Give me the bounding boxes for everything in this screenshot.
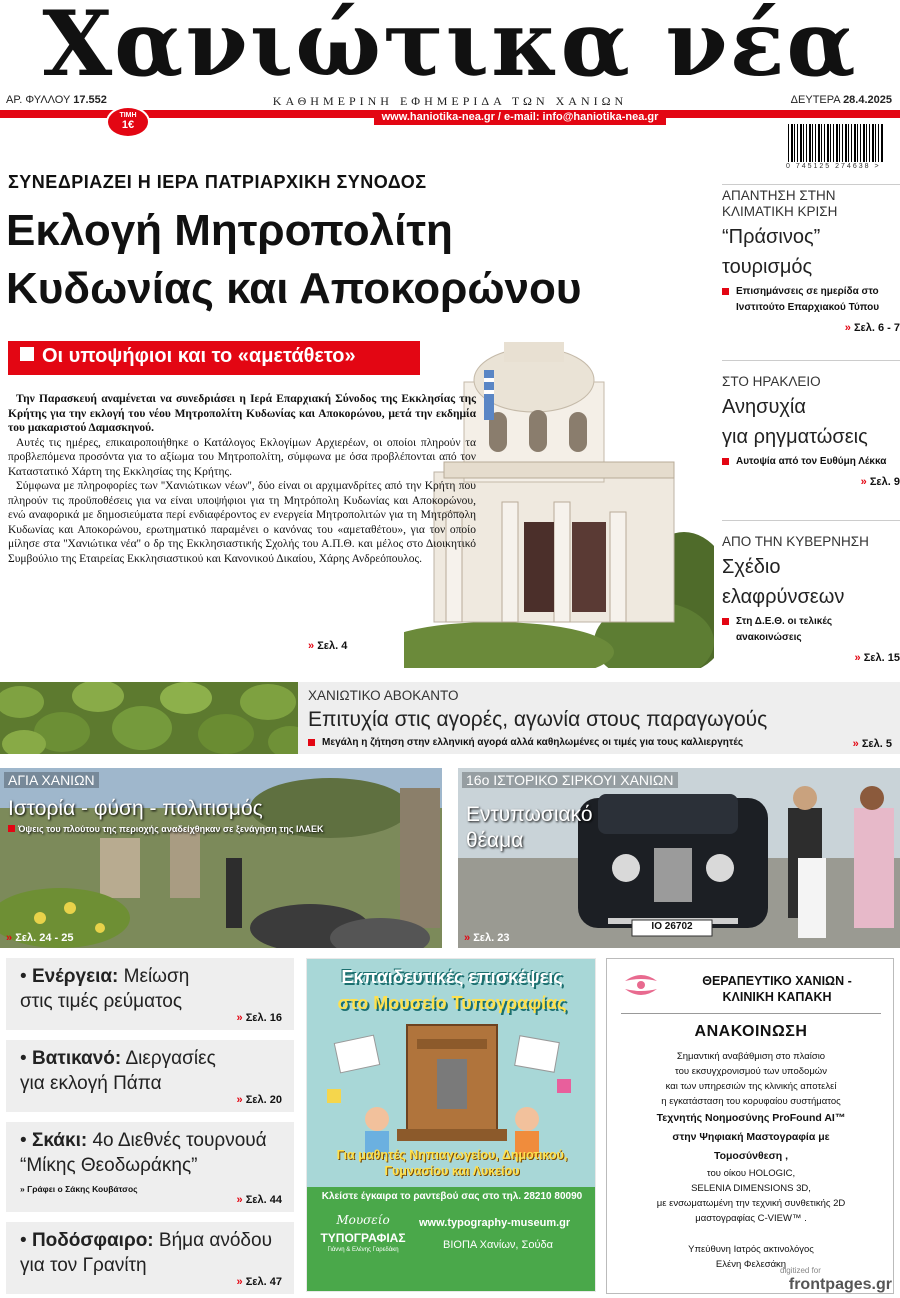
sidebar-page-ref[interactable] xyxy=(722,476,900,488)
double-chevron-icon: » xyxy=(852,738,859,750)
price-badge xyxy=(106,106,150,138)
sidebar-title-line-1: Ανησυχία xyxy=(722,396,806,418)
museum-ad[interactable] xyxy=(306,958,596,1292)
tagline: ΚΑΘΗΜΕΡΙΝΗ ΕΦΗΜΕΡΙΔΑ ΤΩΝ ΧΑΝΙΩΝ xyxy=(272,94,628,108)
avocado-page-ref[interactable] xyxy=(853,738,892,750)
lead-kicker: ΣΥΝΕΔΡΙΑΖΕΙ Η ΙΕΡΑ ΠΑΤΡΙΑΡΧΙΚΗ ΣΥΝΟΔΟΣ xyxy=(8,172,427,192)
sidebar-divider xyxy=(722,520,900,521)
agia-photo xyxy=(0,768,442,948)
sidebar-story-3[interactable] xyxy=(722,534,900,664)
circuit-page-ref-text: Σελ. 23 xyxy=(473,932,510,944)
avocado-note: Μεγάλη η ζήτηση στην ελληνική αγορά αλλά καθηλωμένες οι τιμές για τους καλλιεργητές xyxy=(308,737,743,748)
clinic-name xyxy=(667,973,887,1005)
newspaper-logo[interactable]: Χανιώτικα νέα xyxy=(42,0,858,97)
sidebar-title-line-1: Σχέδιο xyxy=(722,556,781,578)
museum-call: Κλείστε έγκαιρα το ραντεβού σας στο τηλ. 28210 80090 xyxy=(321,1191,583,1202)
clinic-line: η εγκατάσταση του κορυφαίου συστήματος xyxy=(661,1096,841,1107)
brief-page-ref[interactable] xyxy=(237,1276,282,1288)
date: 28.4.2025 xyxy=(843,94,892,106)
avocado-story[interactable] xyxy=(298,682,900,754)
price-value: 1€ xyxy=(121,119,135,131)
sidebar-title xyxy=(722,222,900,282)
brief-line-1: Διεργασίες xyxy=(121,1048,216,1069)
avocado-title: Επιτυχία στις αγορές, αγωνία στους παραγωγούς xyxy=(308,708,768,731)
double-chevron-icon: » xyxy=(464,932,471,944)
sidebar-divider xyxy=(722,184,900,185)
sidebar-divider xyxy=(722,360,900,361)
sidebar-title xyxy=(722,392,900,452)
brief-line-1: Βήμα ανόδου xyxy=(153,1230,272,1251)
circuit-page-ref[interactable] xyxy=(464,932,509,944)
lead-paragraph-2: Αυτές τις ημέρες, επικαιροποιήθηκε ο Κατάλογος Εκλογίμων Αρχιερέων, οι οποίοι πληρούν τα προβλεπόμενα προσόντα για το αξίωμα του Μητροπολίτη, σύμφωνα με όσα προβλέπονται από τον Καταστατικό Χάρτη της Εκκλησίας της Κρήτης. xyxy=(8,436,476,478)
avocado-page-ref-text: Σελ. 5 xyxy=(861,738,892,750)
watermark-caption: digitized for xyxy=(780,1266,821,1275)
brief-line-1: 4ο Διεθνές τουρνουά xyxy=(87,1130,267,1151)
museum-address: ΒΙΟΠΑ Χανίων, Σούδα xyxy=(443,1239,553,1251)
sidebar-note: Επισημάνσεις σε ημερίδα στο Ινστιτούτο Επαρχιακού Τύπου xyxy=(722,284,900,316)
day: ΔΕΥΤΕΡΑ xyxy=(790,94,840,106)
lead-subhead[interactable] xyxy=(8,341,420,375)
agia-tag: ΑΓΙΑ ΧΑΝΙΩΝ xyxy=(4,772,99,788)
issue-number xyxy=(6,94,107,106)
contact-link[interactable]: www.haniotika-nea.gr / e-mail: info@haniotika-nea.gr xyxy=(374,110,667,125)
subhead-text: Οι υποψήφιοι και το «αμετάθετο» xyxy=(42,345,356,367)
agia-page-ref[interactable] xyxy=(6,932,74,944)
clinic-divider xyxy=(621,1013,881,1014)
double-chevron-icon: » xyxy=(236,1194,243,1206)
clinic-line-bold: Τομοσύνθεση , xyxy=(713,1150,789,1162)
double-chevron-icon: » xyxy=(236,1276,243,1288)
masthead xyxy=(0,0,900,170)
circuit-title-line-1: Εντυπωσιακό xyxy=(466,803,593,826)
sidebar-title-line-2: τουρισμός xyxy=(722,256,813,278)
sidebar-story-2[interactable] xyxy=(722,374,900,488)
avocado-illustration xyxy=(0,682,298,754)
clinic-line: του οίκου HOLOGIC, xyxy=(706,1168,796,1179)
clinic-line-bold: Τεχνητής Νοημοσύνης ProFound AI™ xyxy=(656,1112,846,1124)
barcode-digits: 0 745125 274638 > xyxy=(786,163,881,170)
brief-page-ref[interactable] xyxy=(237,1094,282,1106)
sidebar-title-line-2: για ρηγματώσεις xyxy=(722,426,868,448)
museum-website[interactable]: www.typography-museum.gr xyxy=(419,1217,571,1229)
circuit-title-line-2: θέαμα xyxy=(466,829,524,852)
license-plate: IO 26702 xyxy=(651,921,693,932)
agia-page-ref-text: Σελ. 24 - 25 xyxy=(15,932,74,944)
brief-topic: Βατικανό: xyxy=(31,1048,122,1069)
issue-label: ΑΡ. ΦΥΛΛΟΥ xyxy=(6,94,71,106)
brief-topic: Ποδόσφαιρο: xyxy=(31,1230,154,1251)
issue-value: 17.552 xyxy=(73,94,107,106)
sidebar-page-ref-text: Σελ. 6 - 7 xyxy=(853,322,900,334)
sidebar-page-ref-text: Σελ. 15 xyxy=(863,652,900,664)
sidebar-note: Στη Δ.Ε.Θ. οι τελικές ανακοινώσεις xyxy=(722,614,900,646)
clinic-line: Σημαντική αναβάθμιση στο πλαίσιο xyxy=(676,1051,826,1062)
avocado-tag: ΧΑΝΙΩΤΙΚΟ ΑΒΟΚΑΝΤΟ xyxy=(308,688,459,703)
double-chevron-icon: » xyxy=(6,932,13,944)
clinic-ad[interactable] xyxy=(606,958,894,1294)
brief-line-2: για εκλογή Πάπα xyxy=(20,1073,162,1094)
sidebar-page-ref[interactable] xyxy=(722,322,900,334)
double-chevron-icon: » xyxy=(236,1012,243,1024)
bullet-square-icon xyxy=(20,347,34,361)
lead-paragraph-3: Σύμφωνα με πληροφορίες των ''Χανιώτικων νέων'', δύο είναι οι αρχιμανδρίτες από την Κρήτη που πληρούν τις προϋποθέσεις για να είναι υποψήφιοι για τη Μητρόπολη Κυδωνίας και Αποκορώνου, ενώ αναφορικά με δημοσιεύματα περί ενδιαφέροντος εν ενεργεία Μητροπολιτών για τη Μητρόπολη Κυδωνίας και Αποκορώνου, ερωτηματικό παραμένει ο κανόνας του «αμεταθέτου», για τον οποίο μίλησε στα ''Χανιώτικα νέα'' ο δρ της Εκκλησιαστικής Σχολής του Α.Π.Θ. και μέλος στο Διοικητικό Συμβούλιο της Εταιρείας Εκκλησιαστικού και Κανονικού Δικαίου, Χάρης Ανδρεόπουλος. xyxy=(8,480,476,565)
clinic-signature-2: Ελένη Φελεσάκη xyxy=(715,1259,787,1270)
headline-line-2: Κυδωνίας και Αποκορώνου xyxy=(6,264,582,313)
sidebar-tag: ΑΠΑΝΤΗΣΗ ΣΤΗΝ ΚΛΙΜΑΤΙΚΗ ΚΡΙΣΗ xyxy=(722,188,838,219)
clinic-name-line-1: ΘΕΡΑΠΕΥΤΙΚΟ ΧΑΝΙΩΝ - xyxy=(702,974,852,988)
brief-text: • Σκάκι: 4ο Διεθνές τουρνουά “Μίκης Θεοδωράκης” xyxy=(20,1130,267,1176)
double-chevron-icon: » xyxy=(844,322,851,334)
brief-page-ref[interactable] xyxy=(237,1194,282,1206)
clinic-line-bold: στην Ψηφιακή Μαστογραφία με xyxy=(672,1131,830,1143)
museum-headline-2: στο Μουσείο Τυπογραφίας xyxy=(337,993,567,1013)
clinic-line: μαστογραφίας C-VIEW™ . xyxy=(695,1213,807,1224)
double-chevron-icon: » xyxy=(854,652,861,664)
agia-photo-story[interactable] xyxy=(0,768,442,948)
double-chevron-icon: » xyxy=(236,1094,243,1106)
double-chevron-icon: » xyxy=(308,640,315,652)
brief-page-ref-text: Σελ. 16 xyxy=(245,1012,282,1024)
avocado-photo xyxy=(0,682,298,754)
lead-body xyxy=(8,392,476,566)
sidebar-title-line-2: ελαφρύνσεων xyxy=(722,586,845,608)
clinic-line: του εκσυγχρονισμού των υποδομών xyxy=(675,1066,827,1077)
brief-text: • Ποδόσφαιρο: Βήμα ανόδου για τον Γρανίτη xyxy=(20,1230,272,1276)
brief-text: • Ενέργεια: Μείωση στις τιμές ρεύματος xyxy=(20,966,190,1012)
sidebar-tag: ΑΠΟ ΤΗΝ ΚΥΒΕΡΝΗΣΗ xyxy=(722,534,869,549)
sidebar-story-1[interactable] xyxy=(722,188,900,334)
lead-page-ref-text: Σελ. 4 xyxy=(317,640,348,652)
lead-headline[interactable] xyxy=(6,202,581,318)
brief-page-ref-text: Σελ. 20 xyxy=(245,1094,282,1106)
barcode-bars xyxy=(788,124,884,162)
brief-line-2: για τον Γρανίτη xyxy=(20,1255,147,1276)
brief-page-ref[interactable] xyxy=(237,1012,282,1024)
brief-football[interactable] xyxy=(6,1222,294,1294)
clinic-name-line-2: ΚΛΙΝΙΚΗ ΚΑΠΑΚΗ xyxy=(722,990,832,1004)
sidebar-page-ref-text: Σελ. 9 xyxy=(869,476,900,488)
brief-byline: » Γράφει ο Σάκης Κουβάτσος xyxy=(20,1184,138,1194)
brief-line-2: “Μίκης Θεοδωράκης” xyxy=(20,1155,198,1176)
museum-audience: Για μαθητές Νηπιαγωγείου, Δημοτικού, Γυμνασίου και Λυκείου xyxy=(336,1148,568,1178)
agia-title: Ιστορία - φύση - πολιτισμός xyxy=(8,797,263,820)
brief-chess[interactable] xyxy=(6,1122,294,1212)
brief-vatican[interactable] xyxy=(6,1040,294,1112)
brief-energy[interactable] xyxy=(6,958,294,1030)
museum-logo-sub: Γιάννη & Ελένης Γαρεδάκη xyxy=(327,1247,399,1253)
barcode xyxy=(780,120,892,176)
sidebar-note: Αυτοψία από τον Ευθύμη Λέκκα xyxy=(722,454,900,470)
dateline xyxy=(791,94,892,106)
circuit-photo-story[interactable] xyxy=(458,768,900,948)
price-label: ΤΙΜΗ xyxy=(119,112,137,119)
museum-footer xyxy=(307,1187,596,1292)
clinic-line: και των υπηρεσιών της κλινικής αποτελεί xyxy=(665,1081,837,1092)
circuit-tag: 16ο ΙΣΤΟΡΙΚΟ ΣΙΡΚΟΥΙ ΧΑΝΙΩΝ xyxy=(462,772,678,788)
frontpages-watermark[interactable]: frontpages.gr xyxy=(788,1276,892,1293)
museum-logo-name: ΤΥΠΟΓΡΑΦΙΑΣ xyxy=(320,1231,406,1245)
clinic-body xyxy=(617,1049,885,1272)
double-chevron-icon: » xyxy=(860,476,867,488)
sidebar-title-line-1: “Πράσινος” xyxy=(722,226,821,248)
clinic-logo-icon xyxy=(621,971,661,999)
sidebar-title xyxy=(722,552,900,612)
clinic-line: με ενσωματωμένη την τεχνική συνθετικής 2D xyxy=(656,1198,846,1209)
brief-topic: Ενέργεια: xyxy=(31,966,119,987)
museum-headline-1: Εκπαιδευτικές επισκέψεις xyxy=(341,967,563,987)
lead-page-ref[interactable] xyxy=(308,640,347,652)
brief-line-1: Μείωση xyxy=(118,966,190,987)
agia-note: Όψεις του πλούτου της περιοχής αναδείχθηκαν σε ξενάγηση της ΙΛΑΕΚ xyxy=(8,824,324,834)
sidebar-tag: ΣΤΟ ΗΡΑΚΛΕΙΟ xyxy=(722,374,821,389)
printing-press-illustration xyxy=(307,1019,596,1159)
brief-line-2: στις τιμές ρεύματος xyxy=(20,991,183,1012)
clinic-heading: ΑΝΑΚΟΙΝΩΣΗ xyxy=(694,1023,808,1040)
sidebar-page-ref[interactable] xyxy=(722,652,900,664)
lead-paragraph-1: Την Παρασκευή αναμένεται να συνεδριάσει η Ιερά Επαρχιακή Σύνοδος της Εκκλησίας της Κρήτης για την εκλογή του νέου Μητροπολίτη Κυδωνίας και Αποκορώνου, μετά την εκδημία του μακαριστού Δαμασκηνού. xyxy=(8,393,476,434)
brief-text: • Βατικανό: Διεργασίες για εκλογή Πάπα xyxy=(20,1048,216,1094)
museum-logo-script: Μουσείο xyxy=(336,1213,390,1227)
brief-page-ref-text: Σελ. 47 xyxy=(245,1276,282,1288)
clinic-line: SELENIA DIMENSIONS 3D, xyxy=(691,1183,811,1194)
circuit-title xyxy=(466,802,593,854)
brief-topic: Σκάκι: xyxy=(31,1130,88,1151)
headline-line-1: Εκλογή Μητροπολίτη xyxy=(6,206,453,255)
brief-page-ref-text: Σελ. 44 xyxy=(245,1194,282,1206)
clinic-signature-1: Υπεύθυνη Ιατρός ακτινολόγος xyxy=(688,1244,814,1255)
